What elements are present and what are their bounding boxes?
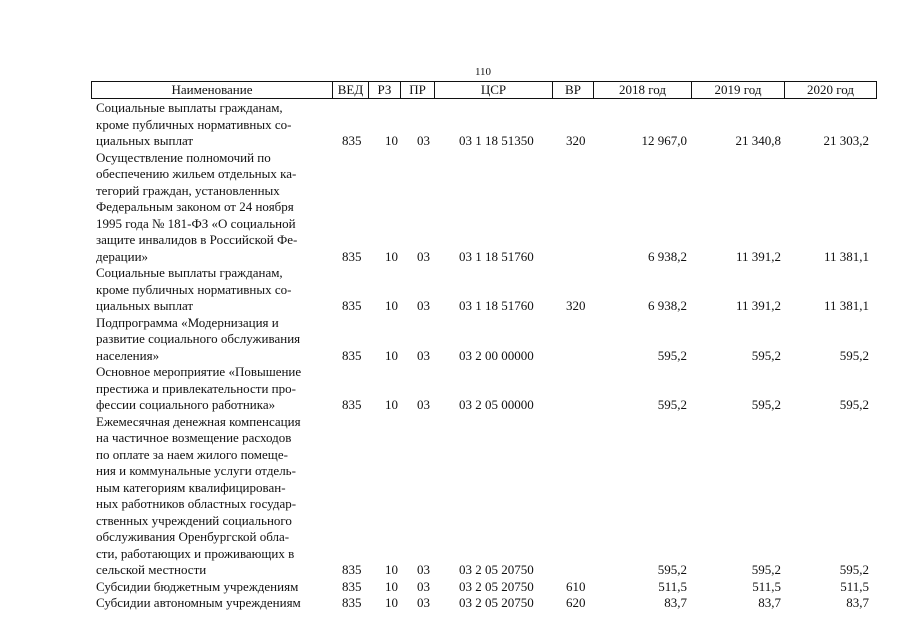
value-2020: 83,7: [846, 595, 869, 610]
value-2018: 83,7: [664, 595, 687, 610]
ved-cell: 835: [342, 397, 362, 412]
row-name: [96, 265, 332, 315]
value-2018: 595,2: [657, 397, 687, 412]
rz-cell: 10: [385, 298, 398, 313]
pr-cell: 03: [417, 298, 430, 313]
row-name-line: Социальные выплаты гражданам,: [96, 100, 283, 115]
pr-cell: 03: [417, 133, 430, 148]
pr-cell: 03: [417, 578, 430, 594]
ved-cell: 835: [342, 347, 362, 363]
row-name-line: циальных выплат: [96, 298, 194, 313]
row-name-line: кроме публичных нормативных со-: [96, 281, 292, 297]
column-header-ved: ВЕД: [333, 82, 369, 98]
row-name-line: населения»: [96, 347, 160, 363]
value-2019: 11 391,2: [735, 248, 781, 264]
csr-cell: 03 2 05 20750: [459, 562, 534, 577]
value-2020: 595,2: [839, 347, 869, 363]
row-name-line: ния и коммунальные услуги отдель-: [96, 463, 296, 478]
value-2018: 12 967,0: [641, 133, 687, 148]
rz-cell: 10: [385, 595, 398, 610]
row-name-line: Субсидии бюджетным учреждениям: [96, 578, 299, 594]
value-2020: 595,2: [839, 562, 869, 577]
table-row: [0, 595, 905, 612]
ved-cell: 835: [342, 133, 362, 148]
rz-cell: 10: [385, 347, 398, 363]
row-name: [96, 414, 332, 579]
column-header-2020: 2020 год: [807, 82, 854, 97]
column-header-2019: 2019 год: [692, 82, 785, 98]
value-2018: 595,2: [657, 347, 687, 363]
value-2020: 21 303,2: [823, 133, 869, 148]
value-2019: 21 340,8: [735, 133, 781, 148]
row-name: [96, 315, 332, 365]
row-name-line: Социальные выплаты гражданам,: [96, 265, 283, 280]
value-2019: 595,2: [751, 347, 781, 363]
row-name: [96, 364, 332, 414]
pr-cell: 03: [417, 248, 430, 264]
rz-cell: 10: [385, 562, 398, 577]
rz-cell: 10: [385, 248, 398, 264]
value-2019: 595,2: [751, 562, 781, 577]
value-2019: 83,7: [758, 595, 781, 610]
row-name-line: Субсидии автономным учреждениям: [96, 595, 301, 610]
value-2018: 511,5: [658, 578, 687, 594]
row-name-line: Федеральным законом от 24 ноября: [96, 199, 294, 214]
row-name-line: Ежемесячная денежная компенсация: [96, 413, 301, 429]
row-name-line: на частичное возмещение расходов: [96, 430, 292, 445]
row-name: [96, 150, 332, 266]
pr-cell: 03: [417, 397, 430, 412]
row-name-line: циальных выплат: [96, 133, 194, 148]
ved-cell: 835: [342, 562, 362, 577]
rz-cell: 10: [385, 133, 398, 148]
page-number: 110: [474, 66, 492, 78]
column-header-vr: ВР: [553, 82, 594, 98]
row-name-line: ственных учреждений социального: [96, 512, 292, 528]
row-name: [96, 595, 332, 612]
row-name-line: обеспечению жильем отдельных ка-: [96, 166, 297, 181]
csr-cell: 03 1 18 51350: [459, 133, 534, 148]
column-header-name: Наименование: [92, 82, 333, 98]
value-2019: 511,5: [752, 578, 781, 594]
row-name-line: обслуживания Оренбургской обла-: [96, 529, 290, 544]
row-name-line: престижа и привлекательности про-: [96, 380, 296, 396]
value-2020: 595,2: [839, 397, 869, 412]
value-2018: 6 938,2: [648, 298, 687, 313]
table-row: [0, 150, 905, 266]
pr-cell: 03: [417, 347, 430, 363]
value-2020: 11 381,1: [823, 248, 869, 264]
row-name-line: развитие социального обслуживания: [96, 331, 301, 346]
ved-cell: 835: [342, 595, 362, 610]
row-name: [96, 100, 332, 150]
vr-cell: 620: [566, 595, 586, 610]
row-name-line: защите инвалидов в Российской Фе-: [96, 232, 298, 247]
csr-cell: 03 2 05 20750: [459, 578, 534, 594]
value-2020: 11 381,1: [823, 298, 869, 313]
value-2019: 595,2: [751, 397, 781, 412]
rz-cell: 10: [385, 578, 398, 594]
value-2019: 11 391,2: [735, 298, 781, 313]
column-header-2018: 2018 год: [594, 82, 692, 98]
row-name-line: ных работников областных государ-: [96, 496, 297, 511]
row-name-line: дерации»: [96, 248, 149, 264]
ved-cell: 835: [342, 248, 362, 264]
column-header-csr: ЦСР: [435, 82, 553, 98]
value-2020: 511,5: [840, 578, 869, 594]
table-row: [0, 265, 905, 315]
row-name-line: фессии социального работника»: [96, 397, 276, 412]
value-2018: 595,2: [657, 562, 687, 577]
table-row: [0, 414, 905, 579]
csr-cell: 03 1 18 51760: [459, 298, 534, 313]
row-name-line: 1995 года № 181-ФЗ «О социальной: [96, 215, 296, 231]
ved-cell: 835: [342, 578, 362, 594]
row-name-line: сельской местности: [96, 562, 207, 577]
csr-cell: 03 2 05 20750: [459, 595, 534, 610]
vr-cell: 320: [566, 133, 586, 148]
pr-cell: 03: [417, 595, 430, 610]
csr-cell: 03 2 00 00000: [459, 347, 534, 363]
table-row: [0, 315, 905, 365]
csr-cell: 03 1 18 51760: [459, 248, 534, 264]
row-name-line: тегорий граждан, установленных: [96, 182, 280, 198]
row-name-line: сти, работающих и проживающих в: [96, 545, 295, 561]
table-row: [0, 100, 905, 150]
csr-cell: 03 2 05 00000: [459, 397, 534, 412]
row-name-line: Подпрограмма «Модернизация и: [96, 314, 279, 330]
row-name-line: Основное мероприятие «Повышение: [96, 364, 302, 379]
vr-cell: 320: [566, 298, 586, 313]
ved-cell: 835: [342, 298, 362, 313]
row-name-line: кроме публичных нормативных со-: [96, 116, 292, 132]
table-row: [0, 364, 905, 414]
rz-cell: 10: [385, 397, 398, 412]
column-header-pr: ПР: [401, 82, 435, 98]
row-name-line: ным категориям квалифицирован-: [96, 479, 286, 495]
table-row: [0, 579, 905, 596]
row-name-line: по оплате за наем жилого помеще-: [96, 446, 288, 462]
vr-cell: 610: [566, 578, 586, 594]
column-header-rz: РЗ: [369, 82, 401, 98]
table-header: [91, 81, 877, 99]
pr-cell: 03: [417, 562, 430, 577]
value-2018: 6 938,2: [648, 248, 687, 264]
row-name: [96, 579, 332, 596]
row-name-line: Осуществление полномочий по: [96, 149, 271, 165]
